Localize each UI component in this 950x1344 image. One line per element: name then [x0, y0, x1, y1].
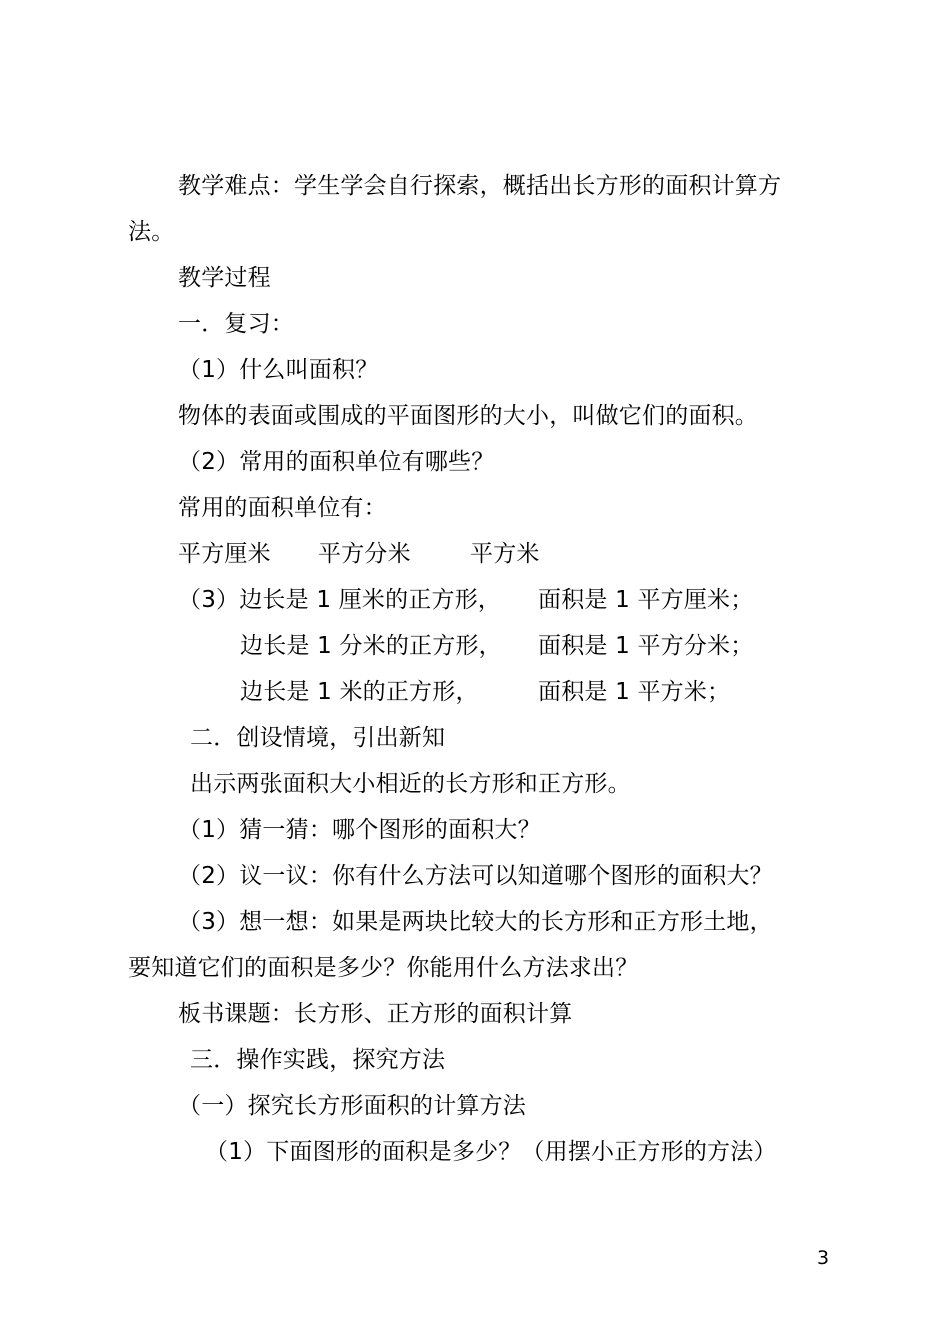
- question-line: （1）什么叫面积？: [178, 357, 379, 383]
- section-heading-scenario: 二．创设情境，引出新知: [190, 725, 446, 751]
- unit-area-line: 面积是 1 平方厘米；: [538, 587, 754, 613]
- body-line: 出示两张面积大小相近的长方形和正方形。: [190, 771, 631, 797]
- unit-side-line: （3）边长是 1 厘米的正方形，: [178, 587, 502, 613]
- activity-line: （2）议一议：你有什么方法可以知道哪个图形的面积大？: [178, 863, 773, 889]
- activity-line: （3）想一想：如果是两块比较大的长方形和正方形土地，: [178, 909, 773, 935]
- answer-line: 物体的表面或围成的平面图形的大小，叫做它们的面积。: [178, 403, 758, 429]
- board-topic-line: 板书课题：长方形、正方形的面积计算: [178, 1001, 573, 1027]
- activity-line: （1）猜一猜：哪个图形的面积大？: [178, 817, 541, 843]
- activity-line-continued: 要知道它们的面积是多少？你能用什么方法求出？: [128, 955, 639, 981]
- exercise-line: （1）下面图形的面积是多少？（用摆小正方形的方法）: [205, 1139, 777, 1165]
- unit-area-line: 面积是 1 平方米；: [538, 679, 731, 705]
- unit-square-meter: 平方米: [470, 541, 540, 567]
- unit-side-line: 边长是 1 米的正方形，: [240, 679, 479, 705]
- difficulty-line: 教学难点：学生学会自行探索，概括出长方形的面积计算方: [178, 173, 782, 199]
- difficulty-line-continued: 法。: [128, 219, 175, 245]
- section-heading-review: 一．复习：: [178, 311, 294, 337]
- section-heading-practice: 三．操作实践，探究方法: [190, 1047, 446, 1073]
- question-line: （2）常用的面积单位有哪些？: [178, 449, 495, 475]
- unit-square-centimeter: 平方厘米: [178, 541, 271, 567]
- unit-side-line: 边长是 1 分米的正方形，: [240, 633, 502, 659]
- unit-area-line: 面积是 1 平方分米；: [538, 633, 754, 659]
- subsection-heading: （一）探究长方形面积的计算方法: [178, 1093, 526, 1119]
- answer-line: 常用的面积单位有：: [178, 495, 387, 521]
- page-number: 3: [817, 1247, 830, 1269]
- unit-square-decimeter: 平方分米: [318, 541, 411, 567]
- section-heading-process: 教学过程: [178, 265, 271, 291]
